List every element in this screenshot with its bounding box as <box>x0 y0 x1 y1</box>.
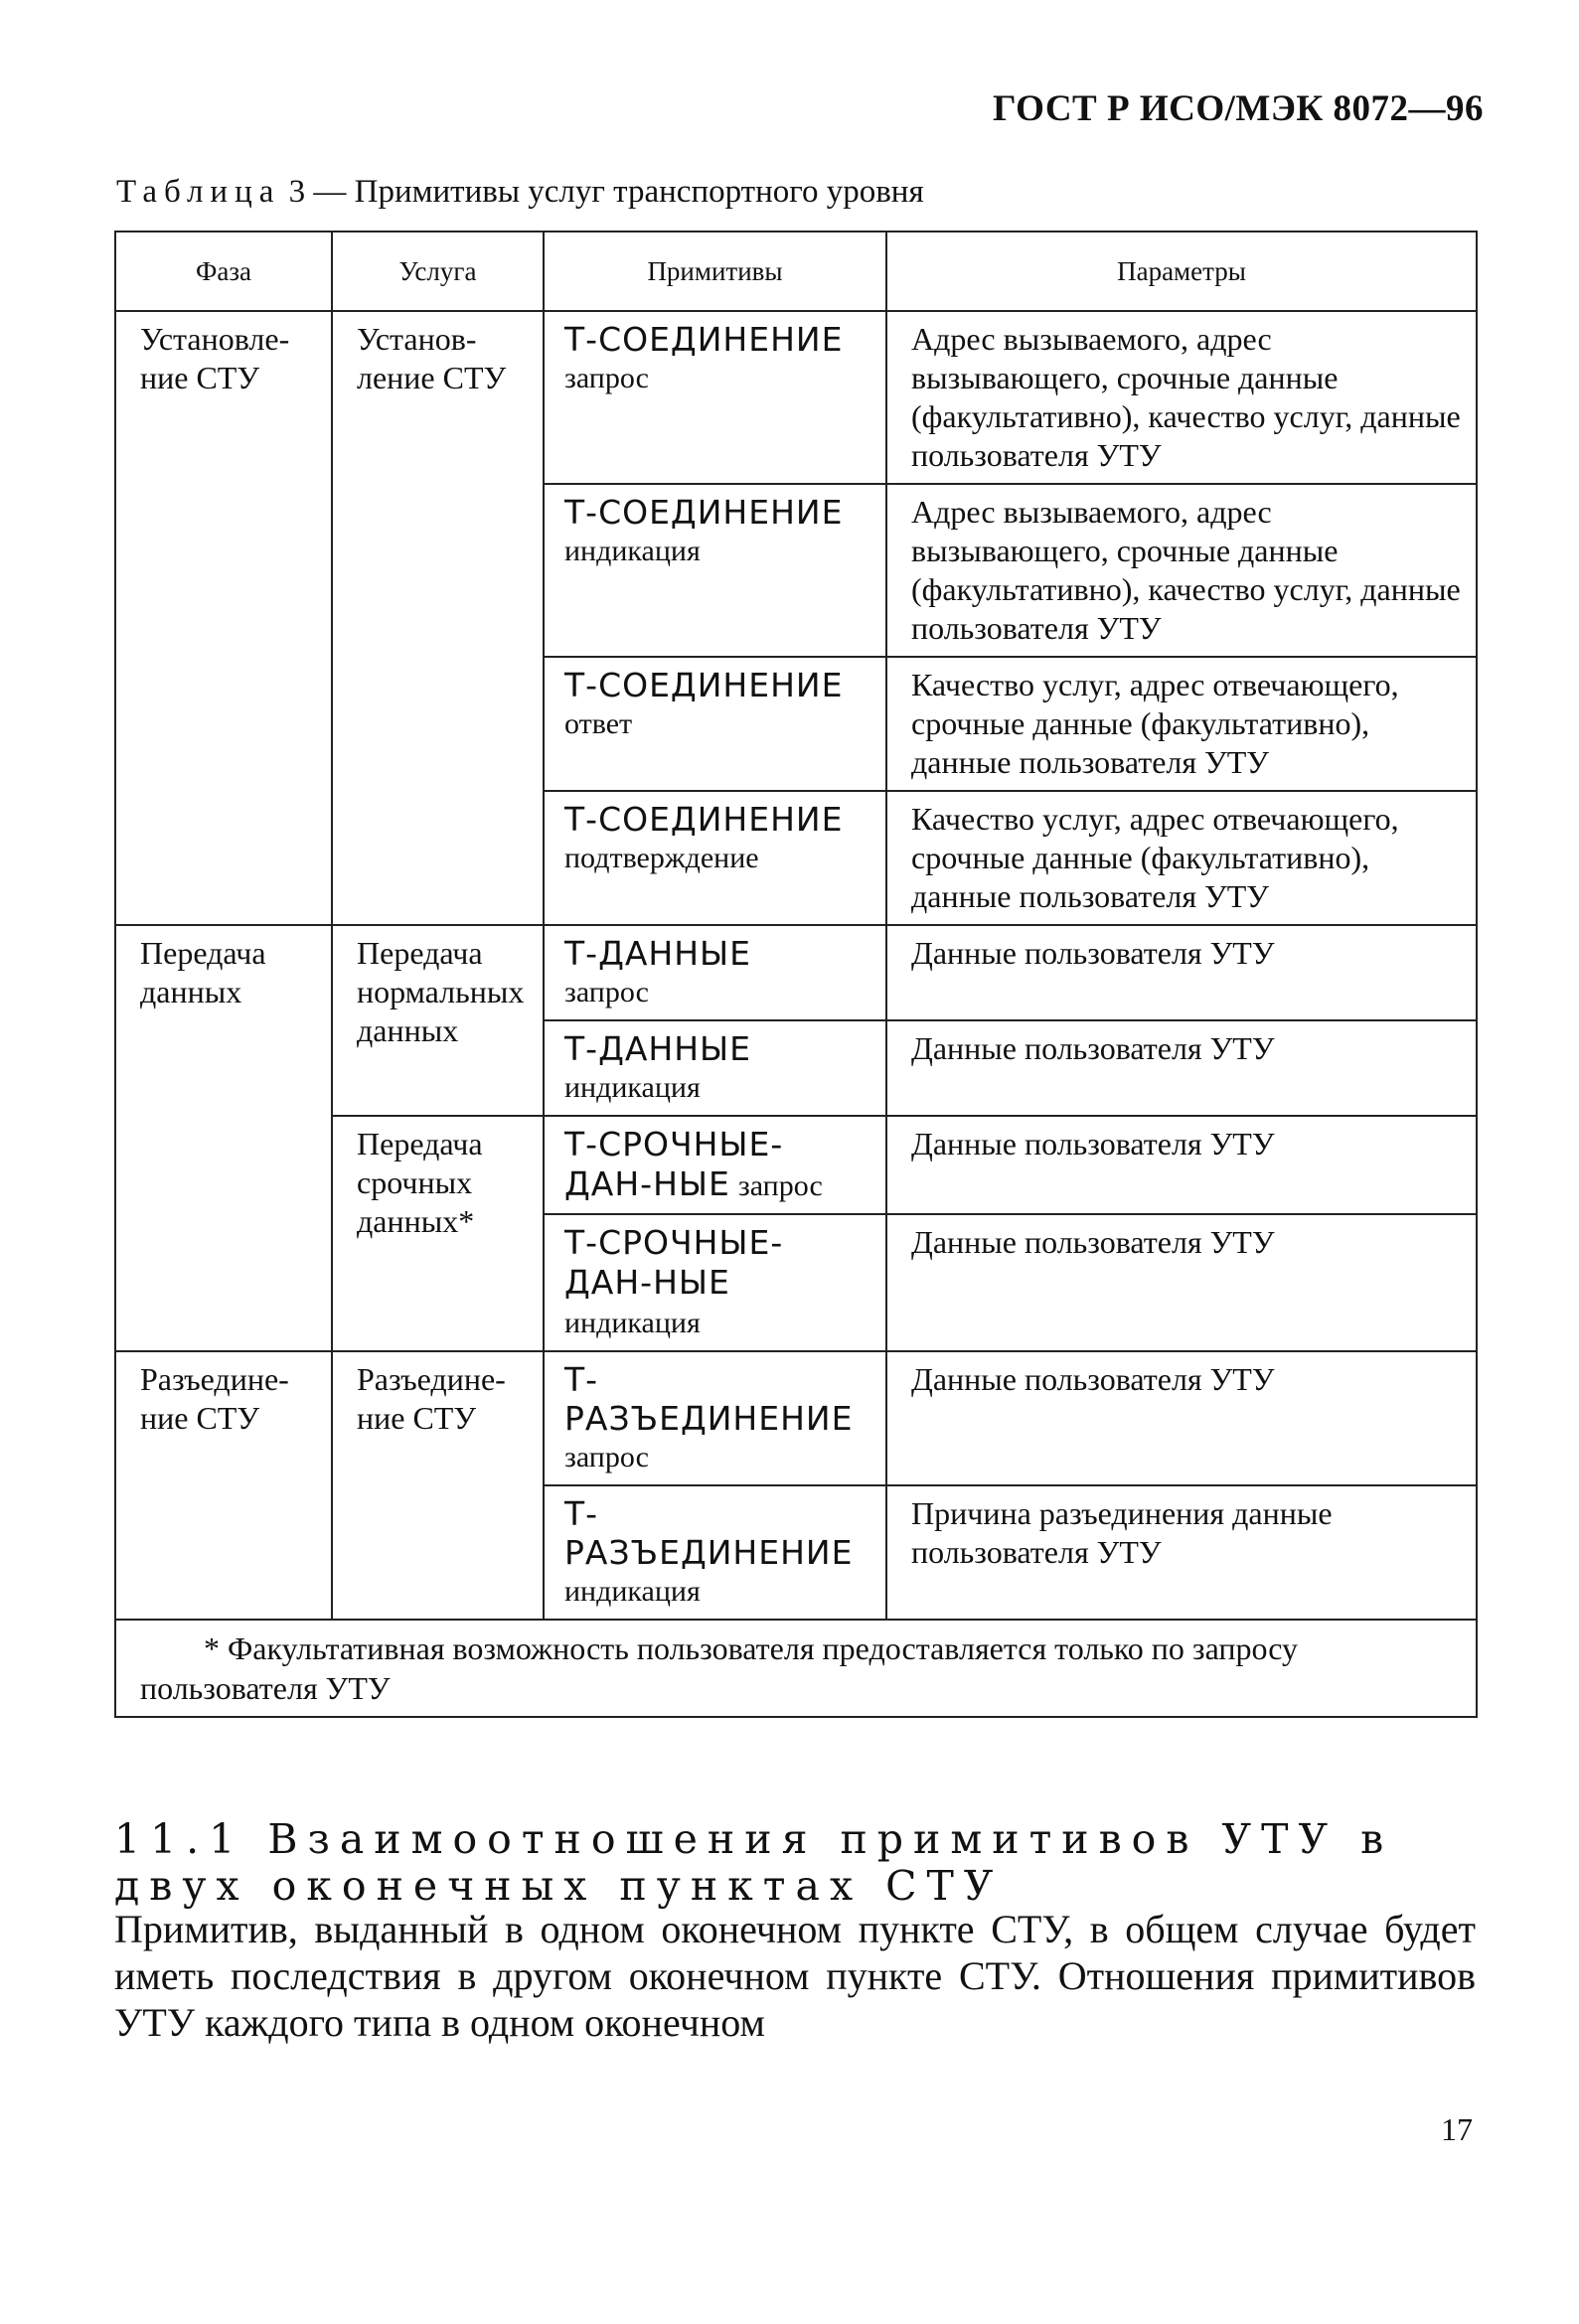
primitive-kind: запрос <box>564 1441 649 1473</box>
primitive-cell <box>544 1116 886 1214</box>
primitive-kind: индикация <box>564 1071 701 1104</box>
table-row <box>115 311 1477 484</box>
column-header-parameters: Параметры <box>886 232 1477 311</box>
phase-cell: Разъедине-ние СТУ <box>115 1351 332 1620</box>
parameters-cell: Качество услуг, адрес отвечающего, срочные данные (факультативно), данные пользователя УТУ <box>886 791 1477 925</box>
service-cell: Передача нормальных данных <box>332 925 544 1116</box>
parameters-cell: Причина разъединения данные пользователя УТУ <box>886 1485 1477 1620</box>
parameters-cell: Данные пользователя УТУ <box>886 1020 1477 1116</box>
table-footnote-row <box>115 1620 1477 1717</box>
primitive-kind: запрос <box>564 976 649 1008</box>
page-number: 17 <box>1441 2111 1473 2147</box>
column-header-phase: Фаза <box>115 232 332 311</box>
parameters-cell: Данные пользователя УТУ <box>886 1214 1477 1351</box>
primitive-cell <box>544 791 886 925</box>
primitive-kind: индикация <box>564 1575 701 1608</box>
table-caption <box>116 174 924 211</box>
primitive-name: Т-ДАННЫЕ <box>564 934 752 973</box>
primitive-name: Т-РАЗЪЕДИНЕНИЕ <box>564 1360 854 1438</box>
primitive-kind: подтверждение <box>564 842 759 874</box>
primitive-name: Т-СРОЧНЫЕ-ДАН-НЫЕ <box>564 1125 784 1203</box>
table-header-row <box>115 232 1477 311</box>
section-heading: 11.1 Взаимоотношения примитивов УТУ в двух оконечных пунктах СТУ <box>114 1815 1394 1910</box>
primitive-kind: запрос <box>737 1169 823 1202</box>
parameters-cell: Данные пользователя УТУ <box>886 925 1477 1020</box>
table-caption-prefix: Таблица <box>116 174 281 210</box>
table-footnote: * Факультативная возможность пользователя предоставляется только по запросу пользователя УТУ <box>115 1620 1477 1717</box>
primitive-cell <box>544 657 886 791</box>
table-row <box>115 1351 1477 1485</box>
primitives-table <box>114 231 1478 1718</box>
primitive-kind: запрос <box>564 362 649 394</box>
service-cell: Установ-ление СТУ <box>332 311 544 925</box>
primitive-cell <box>544 925 886 1020</box>
primitive-name: Т-ДАННЫЕ <box>564 1029 752 1068</box>
primitive-cell <box>544 1020 886 1116</box>
primitive-name: Т-СРОЧНЫЕ-ДАН-НЫЕ <box>564 1223 784 1302</box>
table-row <box>115 925 1477 1020</box>
document-code-header: ГОСТ Р ИСО/МЭК 8072—96 <box>992 88 1484 129</box>
primitive-name: Т-СОЕДИНЕНИЕ <box>564 320 844 359</box>
parameters-cell: Данные пользователя УТУ <box>886 1116 1477 1214</box>
primitive-kind: индикация <box>564 535 701 567</box>
service-cell: Передача срочных данных* <box>332 1116 544 1351</box>
primitive-cell <box>544 1485 886 1620</box>
primitive-kind: индикация <box>564 1307 701 1339</box>
parameters-cell: Качество услуг, адрес отвечающего, срочные данные (факультативно), данные пользователя УТУ <box>886 657 1477 791</box>
primitive-name: Т-СОЕДИНЕНИЕ <box>564 800 844 839</box>
parameters-cell: Адрес вызываемого, адрес вызывающего, срочные данные (факультативно), качество услуг, данные пользователя УТУ <box>886 311 1477 484</box>
phase-cell: Установле-ние СТУ <box>115 311 332 925</box>
primitive-kind: ответ <box>564 707 633 740</box>
primitive-name: Т-РАЗЪЕДИНЕНИЕ <box>564 1494 854 1572</box>
parameters-cell: Адрес вызываемого, адрес вызывающего, срочные данные (факультативно), качество услуг, данные пользователя УТУ <box>886 484 1477 657</box>
primitive-cell <box>544 484 886 657</box>
primitive-name: Т-СОЕДИНЕНИЕ <box>564 493 844 532</box>
parameters-cell: Данные пользователя УТУ <box>886 1351 1477 1485</box>
primitive-cell <box>544 1351 886 1485</box>
phase-cell: Передача данных <box>115 925 332 1351</box>
table-caption-text: 3 — Примитивы услуг транспортного уровня <box>288 174 924 210</box>
service-cell: Разъедине-ние СТУ <box>332 1351 544 1620</box>
body-paragraph: Примитив, выданный в одном оконечном пункте СТУ, в общем случае будет иметь последствия в другом оконечном пункте СТУ. Отношения примитивов УТУ каждого типа в одном оконечном <box>114 1907 1476 2045</box>
column-header-primitives: Примитивы <box>544 232 886 311</box>
column-header-service: Услуга <box>332 232 544 311</box>
primitive-name: Т-СОЕДИНЕНИЕ <box>564 666 844 704</box>
primitive-cell <box>544 311 886 484</box>
primitive-cell <box>544 1214 886 1351</box>
